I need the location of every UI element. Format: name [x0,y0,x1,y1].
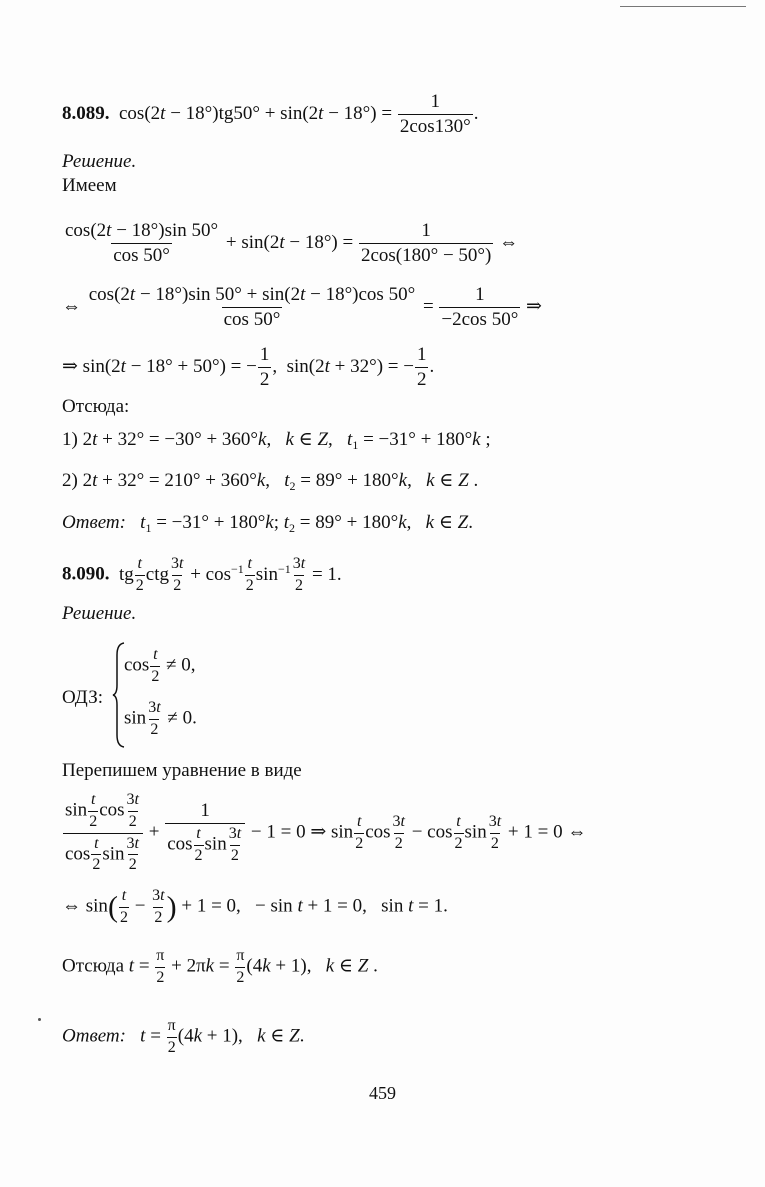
step-5: ⇔ sin( $\frac{t}{2}$ − $\frac{3t}{2}$ ) + 1 = 0, − sin t + 1 = 0, sin t = 1. [62,887,448,926]
page-number: 459 [369,1083,396,1103]
answer-8-090: Ответ: t = $\frac{\pi}{2}$ (4k + 1), k ∈ Z. [62,1017,305,1056]
problem-8-090-statement [62,556,342,595]
solution-heading: Решение. [62,603,137,624]
case-2: 2) 2t + 32° = 210° + 360°k, $t_2 = 89^\circ + 180^\circ k$, k ∈ Z . [62,470,479,493]
answer-label: Ответ: [62,512,126,533]
odz-condition-2: sin $\frac{3t}{2}$ ≠ 0. [124,699,197,738]
odz-label: ОДЗ: [62,687,104,708]
rewrite-text: Перепишем уравнение в виде [62,760,302,781]
case-1: 1) 2t + 32° = −30° + 360°k, k ∈ Z, $t_1 = -31^\circ + 180^\circ k$ ; [62,429,491,452]
step-2: ⇔ $\frac{\cos(2t - 18^\circ)\sin 50^\circ + \sin(2t - 18^\circ)\cos 50^\circ}{\cos 50^\circ}$ = $\frac{1}{-2\cos 50^\circ}$ ⇒ [62,284,542,330]
step-3: ⇒ sin(2t − 18° + 50°) = − $\frac{1}{2}$ , sin(2t + 32°) = − $\frac{1}{2}$ . [62,344,435,390]
problem-label: 8.090. [62,563,110,585]
step-4: sin $\frac{t}{2}$ cos $\frac{3t}{2}$ cos $\frac{t}{2}$ sin $\frac{3t}{2}$ + 1 cos $\frac{t}{2}$ sin $\frac{3t}{2}$ − 1 = 0 ⇒ sin $\frac{t}{2}$ cos $\frac{3t}{2}$ − cos $\frac{t}{2}$ sin $\frac{3t}{2}$ + 1 = 0 ⇔ [65,791,587,874]
step-1: $\frac{\cos(2t - 18^\circ)\sin 50^\circ}{\cos 50^\circ}$ + sin(2t − 18°) = $\frac{1}{2\cos(180^\circ - 50^\circ)}$ ⇔ [65,220,519,266]
problem-label: 8.089. [62,102,110,124]
formula: tg $\frac{t}{2}$ ctg $\frac{3t}{2}$ + $\cos^{-1}$ $\frac{t}{2}$ $\sin^{-1}$ $\frac{3t}{2}$ = 1. [114,555,342,594]
top-rule [620,6,746,7]
problem-8-089-statement [62,92,479,137]
intro-text: Имеем [62,175,117,196]
answer-label: Ответ: [62,1025,126,1047]
solution-heading: Решение. [62,151,137,172]
scan-speck [38,1018,41,1021]
hence-label: Отсюда: [62,396,130,417]
hence-line: Отсюда t = $\frac{\pi}{2}$ + 2πk = $\frac{\pi}{2}$ (4k + 1), k ∈ Z . [62,947,378,986]
answer-8-089: Ответ: $t_1 = -31^\circ + 180^\circ k$; $t_2 = 89^\circ + 180^\circ k$, k ∈ Z. [62,512,473,535]
hence-label: Отсюда [62,955,125,977]
odz-condition-1: cos $\frac{t}{2}$ ≠ 0, [124,646,196,685]
formula: cos(2t − 18°)tg50° + sin(2t − 18°) = $\frac{1}{2\cos 130^\circ}$ . [114,91,479,137]
